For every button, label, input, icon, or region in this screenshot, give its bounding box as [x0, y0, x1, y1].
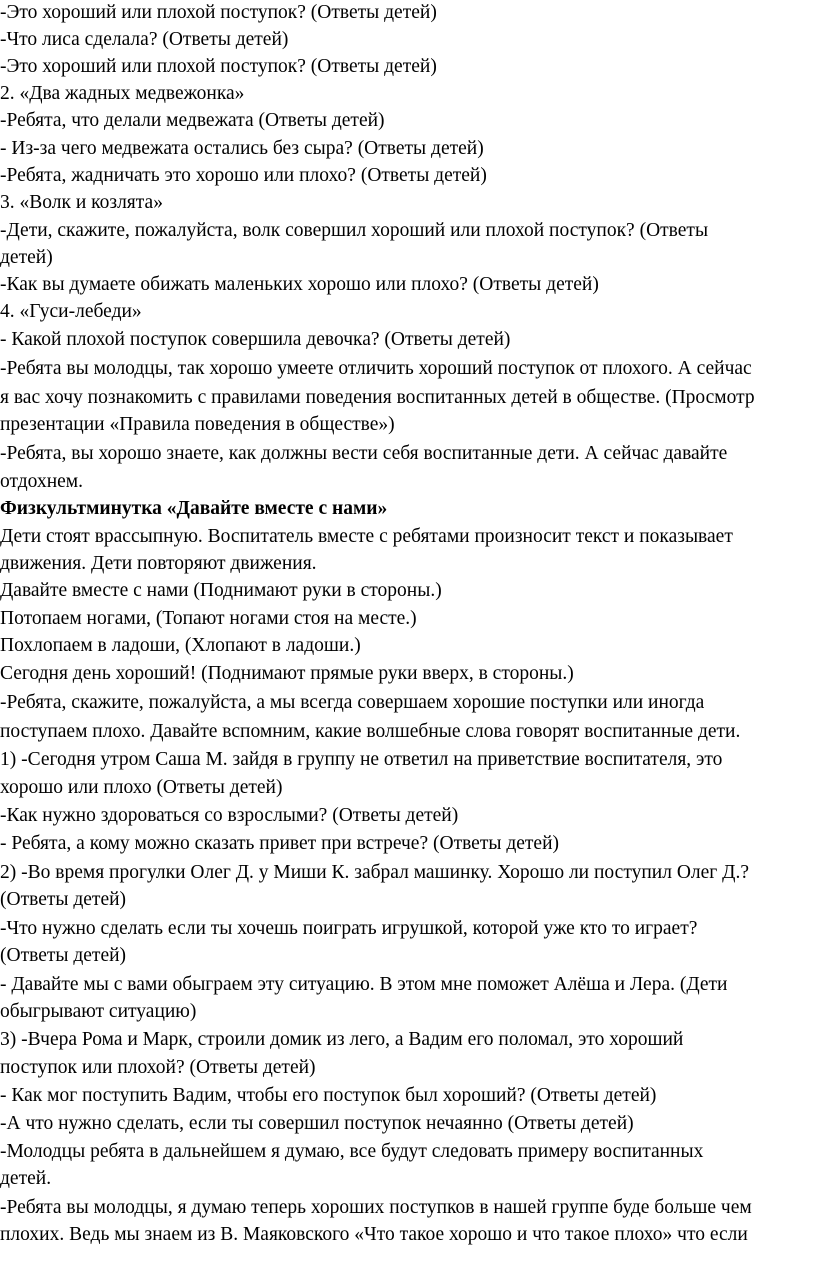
- text-line: 4. «Гуси-лебеди»: [0, 301, 142, 322]
- text-line: -Ребята вы молодцы, я думаю теперь хороших поступков в нашей группе буде больше чем: [0, 1197, 752, 1218]
- text-line: -Это хороший или плохой поступок? (Ответы детей): [0, 56, 437, 77]
- text-line: - Какой плохой поступок совершила девочка? (Ответы детей): [0, 329, 511, 350]
- text-line: хорошо или плохо (Ответы детей): [0, 777, 283, 798]
- text-line: обыгрывают ситуацию): [0, 1001, 197, 1022]
- text-line: детей.: [0, 1168, 52, 1189]
- text-line: -Что лиса сделала? (Ответы детей): [0, 29, 289, 50]
- text-line: -Ребята, жадничать это хорошо или плохо? (Ответы детей): [0, 165, 487, 186]
- text-line: 2. «Два жадных медвежонка»: [0, 83, 245, 104]
- text-line: - Ребята, а кому можно сказать привет при встрече? (Ответы детей): [0, 833, 560, 854]
- text-line: 3. «Волк и козлята»: [0, 192, 163, 213]
- text-line: отдохнем.: [0, 471, 83, 492]
- section-heading: Физкультминутка «Давайте вместе с нами»: [0, 498, 388, 519]
- text-line: движения. Дети повторяют движения.: [0, 553, 317, 574]
- text-line: - Давайте мы с вами обыграем эту ситуацию. В этом мне поможет Алёша и Лера. (Дети: [0, 974, 728, 995]
- text-line: -Молодцы ребята в дальнейшем я думаю, все будут следовать примеру воспитанных: [0, 1141, 704, 1162]
- text-line: -Ребята, вы хорошо знаете, как должны вести себя воспитанные дети. А сейчас давайте: [0, 443, 728, 464]
- text-line: 3) -Вчера Рома и Марк, строили домик из лего, а Вадим его поломал, это хороший: [0, 1029, 684, 1050]
- text-line: детей): [0, 247, 53, 268]
- text-line: я вас хочу познакомить с правилами поведения воспитанных детей в обществе. (Просмотр: [0, 387, 755, 408]
- text-line: - Из-за чего медвежата остались без сыра? (Ответы детей): [0, 138, 484, 159]
- text-line: 2) -Во время прогулки Олег Д. у Миши К. забрал машинку. Хорошо ли поступил Олег Д.?: [0, 862, 749, 883]
- text-line: Дети стоят врассыпную. Воспитатель вместе с ребятами произносит текст и показывает: [0, 526, 733, 547]
- text-line: (Ответы детей): [0, 945, 127, 966]
- text-line: -Ребята, что делали медвежата (Ответы детей): [0, 110, 385, 131]
- text-line: -А что нужно сделать, если ты совершил поступок нечаянно (Ответы детей): [0, 1113, 634, 1134]
- text-line: Потопаем ногами, (Топают ногами стоя на месте.): [0, 608, 417, 629]
- text-line: плохих. Ведь мы знаем из В. Маяковского «Что такое хорошо и что такое плохо» что если: [0, 1224, 748, 1245]
- text-line: -Как вы думаете обижать маленьких хорошо или плохо? (Ответы детей): [0, 274, 599, 295]
- text-line: поступок или плохой? (Ответы детей): [0, 1057, 316, 1078]
- text-line: Сегодня день хороший! (Поднимают прямые руки вверх, в стороны.): [0, 663, 574, 684]
- text-line: -Это хороший или плохой поступок? (Ответы детей): [0, 2, 437, 23]
- text-line: поступаем плохо. Давайте вспомним, какие волшебные слова говорят воспитанные дети.: [0, 721, 741, 742]
- text-line: -Дети, скажите, пожалуйста, волк совершил хороший или плохой поступок? (Ответы: [0, 220, 709, 241]
- text-line: -Как нужно здороваться со взрослыми? (Ответы детей): [0, 805, 459, 826]
- text-line: Давайте вместе с нами (Поднимают руки в стороны.): [0, 580, 442, 601]
- text-line: (Ответы детей): [0, 889, 127, 910]
- text-line: презентации «Правила поведения в обществе»): [0, 414, 395, 435]
- text-line: -Ребята вы молодцы, так хорошо умеете отличить хороший поступок от плохого. А сейчас: [0, 358, 752, 379]
- text-line: 1) -Сегодня утром Саша М. зайдя в группу не ответил на приветствие воспитателя, это: [0, 749, 723, 770]
- text-line: -Что нужно сделать если ты хочешь поиграть игрушкой, которой уже кто то играет?: [0, 918, 698, 939]
- text-line: Похлопаем в ладоши, (Хлопают в ладоши.): [0, 635, 361, 656]
- text-line: -Ребята, скажите, пожалуйста, а мы всегда совершаем хорошие поступки или иногда: [0, 692, 705, 713]
- text-line: - Как мог поступить Вадим, чтобы его поступок был хороший? (Ответы детей): [0, 1085, 657, 1106]
